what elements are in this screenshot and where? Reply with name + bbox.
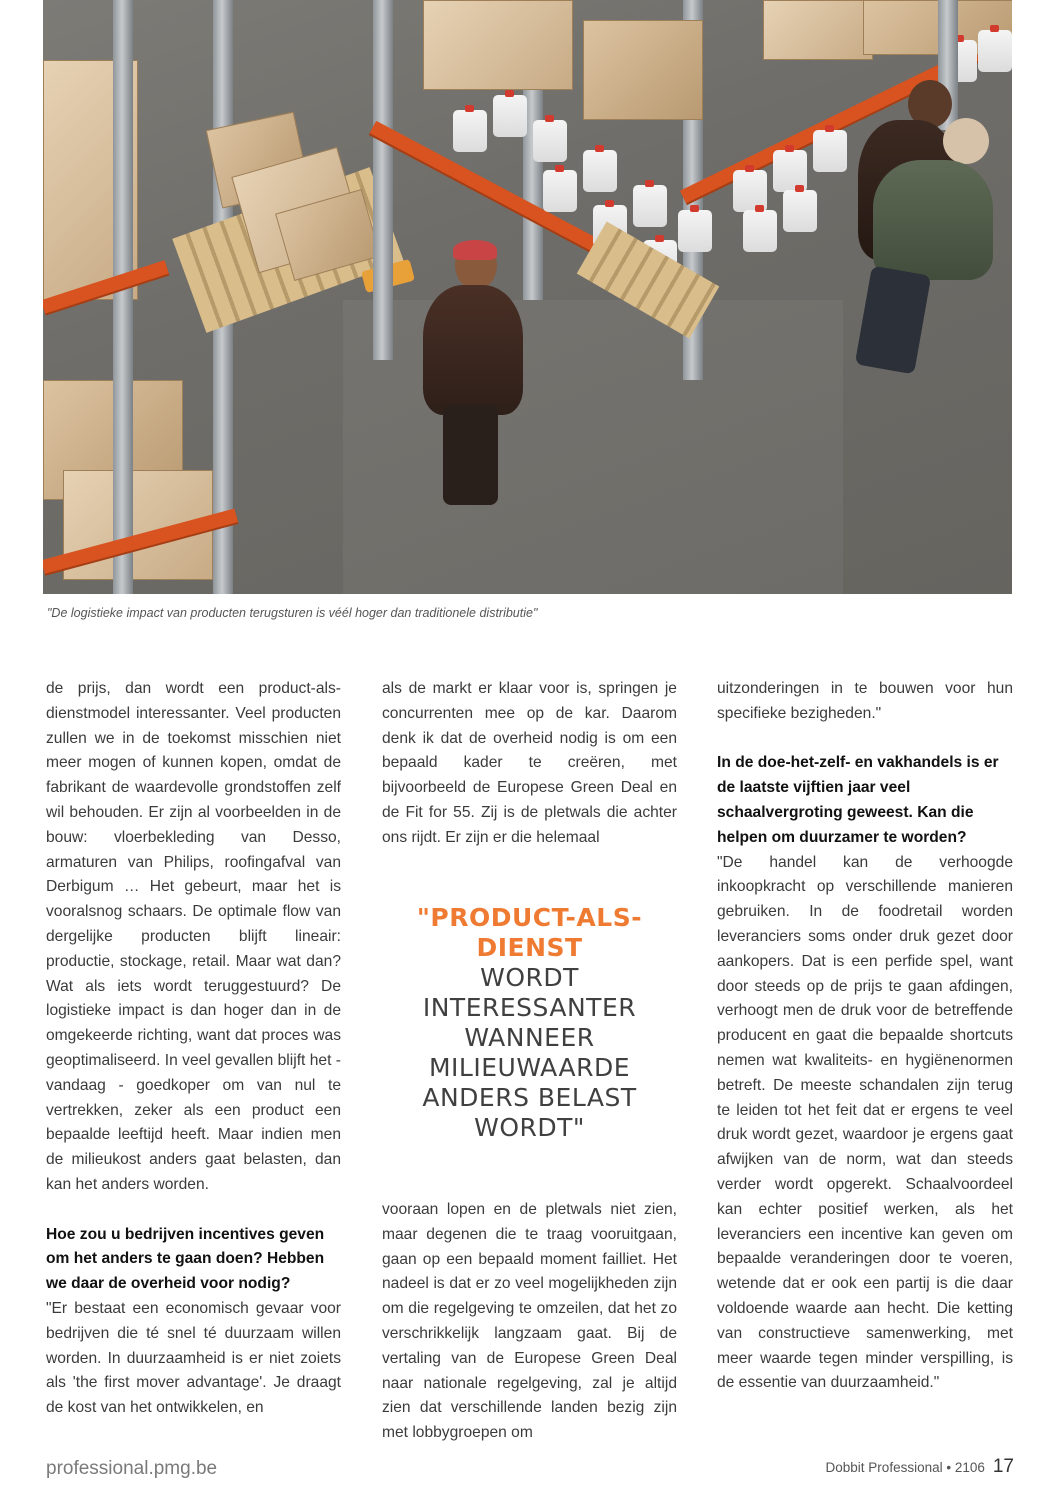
worker-body: [423, 285, 523, 415]
jug: [783, 190, 817, 232]
interview-question: Hoe zou u bedrijven incentives geven om het anders te gaan doen? Hebben we daar de overheid voor nodig?: [46, 1225, 325, 1293]
jug: [533, 120, 567, 162]
pull-quote-accent: "PRODUCT-ALS-DIENST: [416, 903, 643, 962]
jug: [543, 170, 577, 212]
text-column-3: [717, 677, 1013, 1396]
jug: [813, 130, 847, 172]
page-footer: [826, 1456, 1014, 1478]
photo-caption: "De logistieke impact van producten terugsturen is véél hoger dan traditionele distributie": [47, 606, 538, 620]
jug: [678, 210, 712, 252]
paragraph: "De handel kan de verhoogde inkoopkracht op verschillende manieren gebruiken. In de foodretail worden leveranciers soms onder druk gezet door aankopers. Dat is een perfide spel, want door steeds op de prijs te gaan afdingen, verhoogt men de druk voor de betreffende producent en gaat die bepaalde shortcuts nemen wat kwaliteits- en hygiënenormen betreft. De meeste schandalen zijn terug te leiden tot het feit dat er ergens te veel druk wordt gezet, waardoor je ergens gaat afwijken van de norm, wat dan steeds verder wordt opgerekt. Schaalvoordeel kan echter positief werken, als het leveranciers een incentive kan geven om bepaalde veranderingen door te voeren, wetende dat er ook een partij is die daar voldoende waarde aan hecht. Die ketting van constructieve samenwerking, met meer waarde tegen minder verspilling, is de essentie van duurzaamheid.": [717, 853, 1013, 1392]
rack-post: [113, 0, 133, 594]
rack-post: [373, 0, 393, 360]
man-body: [873, 160, 993, 280]
man-head: [943, 118, 989, 164]
jug: [453, 110, 487, 152]
paragraph: de prijs, dan wordt een product-als-dienstmodel interessanter. Veel producten zullen we in de toekomst misschien niet meer mogen of kunnen kopen, omdat de fabrikant de waardevolle grondstoffen zelf wil behouden. Er zijn al voorbeelden in de bouw: vloerbekleding van Desso, armaturen van Philips, roofingafval van Derbigum … Het gebeurt, maar het is vooralsnog schaars. De optimale flow van dergelijke producten blijft lineair: productie, stockage, retail. Maar wat dan? Wat als iets wordt teruggestuurd? De logistieke impact is dan hoger dan in de omgekeerde richting, want dat proces was geoptimaliseerd. In veel gevallen blijft het - vandaag - goedkoper om van nul te vertrekken, zeker als een product een bepaalde leeftijd heeft. Maar indien men de milieukost anders gaat belasten, dan kan het anders worden.: [46, 680, 341, 1193]
box: [763, 0, 873, 60]
paragraph: als de markt er klaar voor is, springen je concurrenten mee op de kar. Daarom denk ik dat de overheid nodig is om een bepaald kader te creëren, met bijvoorbeeld de Europese Green Deal en de Fit for 55. Zij is de pletwals die achter ons rijdt. Er zijn er die helemaal: [382, 680, 677, 846]
interview-question: In de doe-het-zelf- en vakhandels is er de laatste vijftien jaar veel schaalvergroting geweest. Kan die helpen om duurzamer te worden?: [717, 754, 999, 846]
paragraph: uitzonderingen in te bouwen voor hun specifieke bezigheden.": [717, 680, 1013, 722]
warehouse-photo: [43, 0, 1012, 594]
box: [583, 20, 703, 120]
worker-legs: [443, 405, 498, 505]
text-column-2-bottom: [382, 1198, 677, 1446]
text-column-1: [46, 677, 341, 1421]
publication-name: Dobbit Professional • 2106: [825, 1460, 985, 1475]
man-legs: [855, 266, 931, 375]
pull-quote-text: WORDT INTERESSANTER WANNEER MILIEUWAARDE ANDERS BELAST WORDT": [422, 963, 637, 1142]
worker-cap: [453, 240, 497, 260]
box: [423, 0, 573, 90]
paragraph: vooraan lopen en de pletwals niet zien, maar degenen die te traag vooruitgaan, gaan op een bepaald moment failliet. Het nadeel is dat er zo veel mogelijkheden zijn om die regelgeving te omzeilen, dat het zo verschrikkelijk langzaam gaat. Bij de vertaling van de Europese Green Deal naar nationale regelgeving, zal je altijd zien dat verschillende landen bezig zijn met lobbygroepen om: [382, 1201, 677, 1442]
website-link[interactable]: professional.pmg.be: [46, 1458, 218, 1479]
jug: [978, 30, 1012, 72]
jug: [583, 150, 617, 192]
jug: [633, 185, 667, 227]
jug: [493, 95, 527, 137]
paragraph: "Er bestaat een economisch gevaar voor bedrijven die té snel té duurzaam willen worden. In duurzaamheid is er niet zoiets als 'the first mover advantage'. Je draagt de kost van het ontwikkelen, en: [46, 1299, 341, 1417]
floor-area: [343, 300, 843, 594]
jug: [743, 210, 777, 252]
pull-quote: [382, 903, 677, 1143]
text-column-2-top: [382, 677, 677, 851]
page-number: 17: [992, 1456, 1014, 1477]
